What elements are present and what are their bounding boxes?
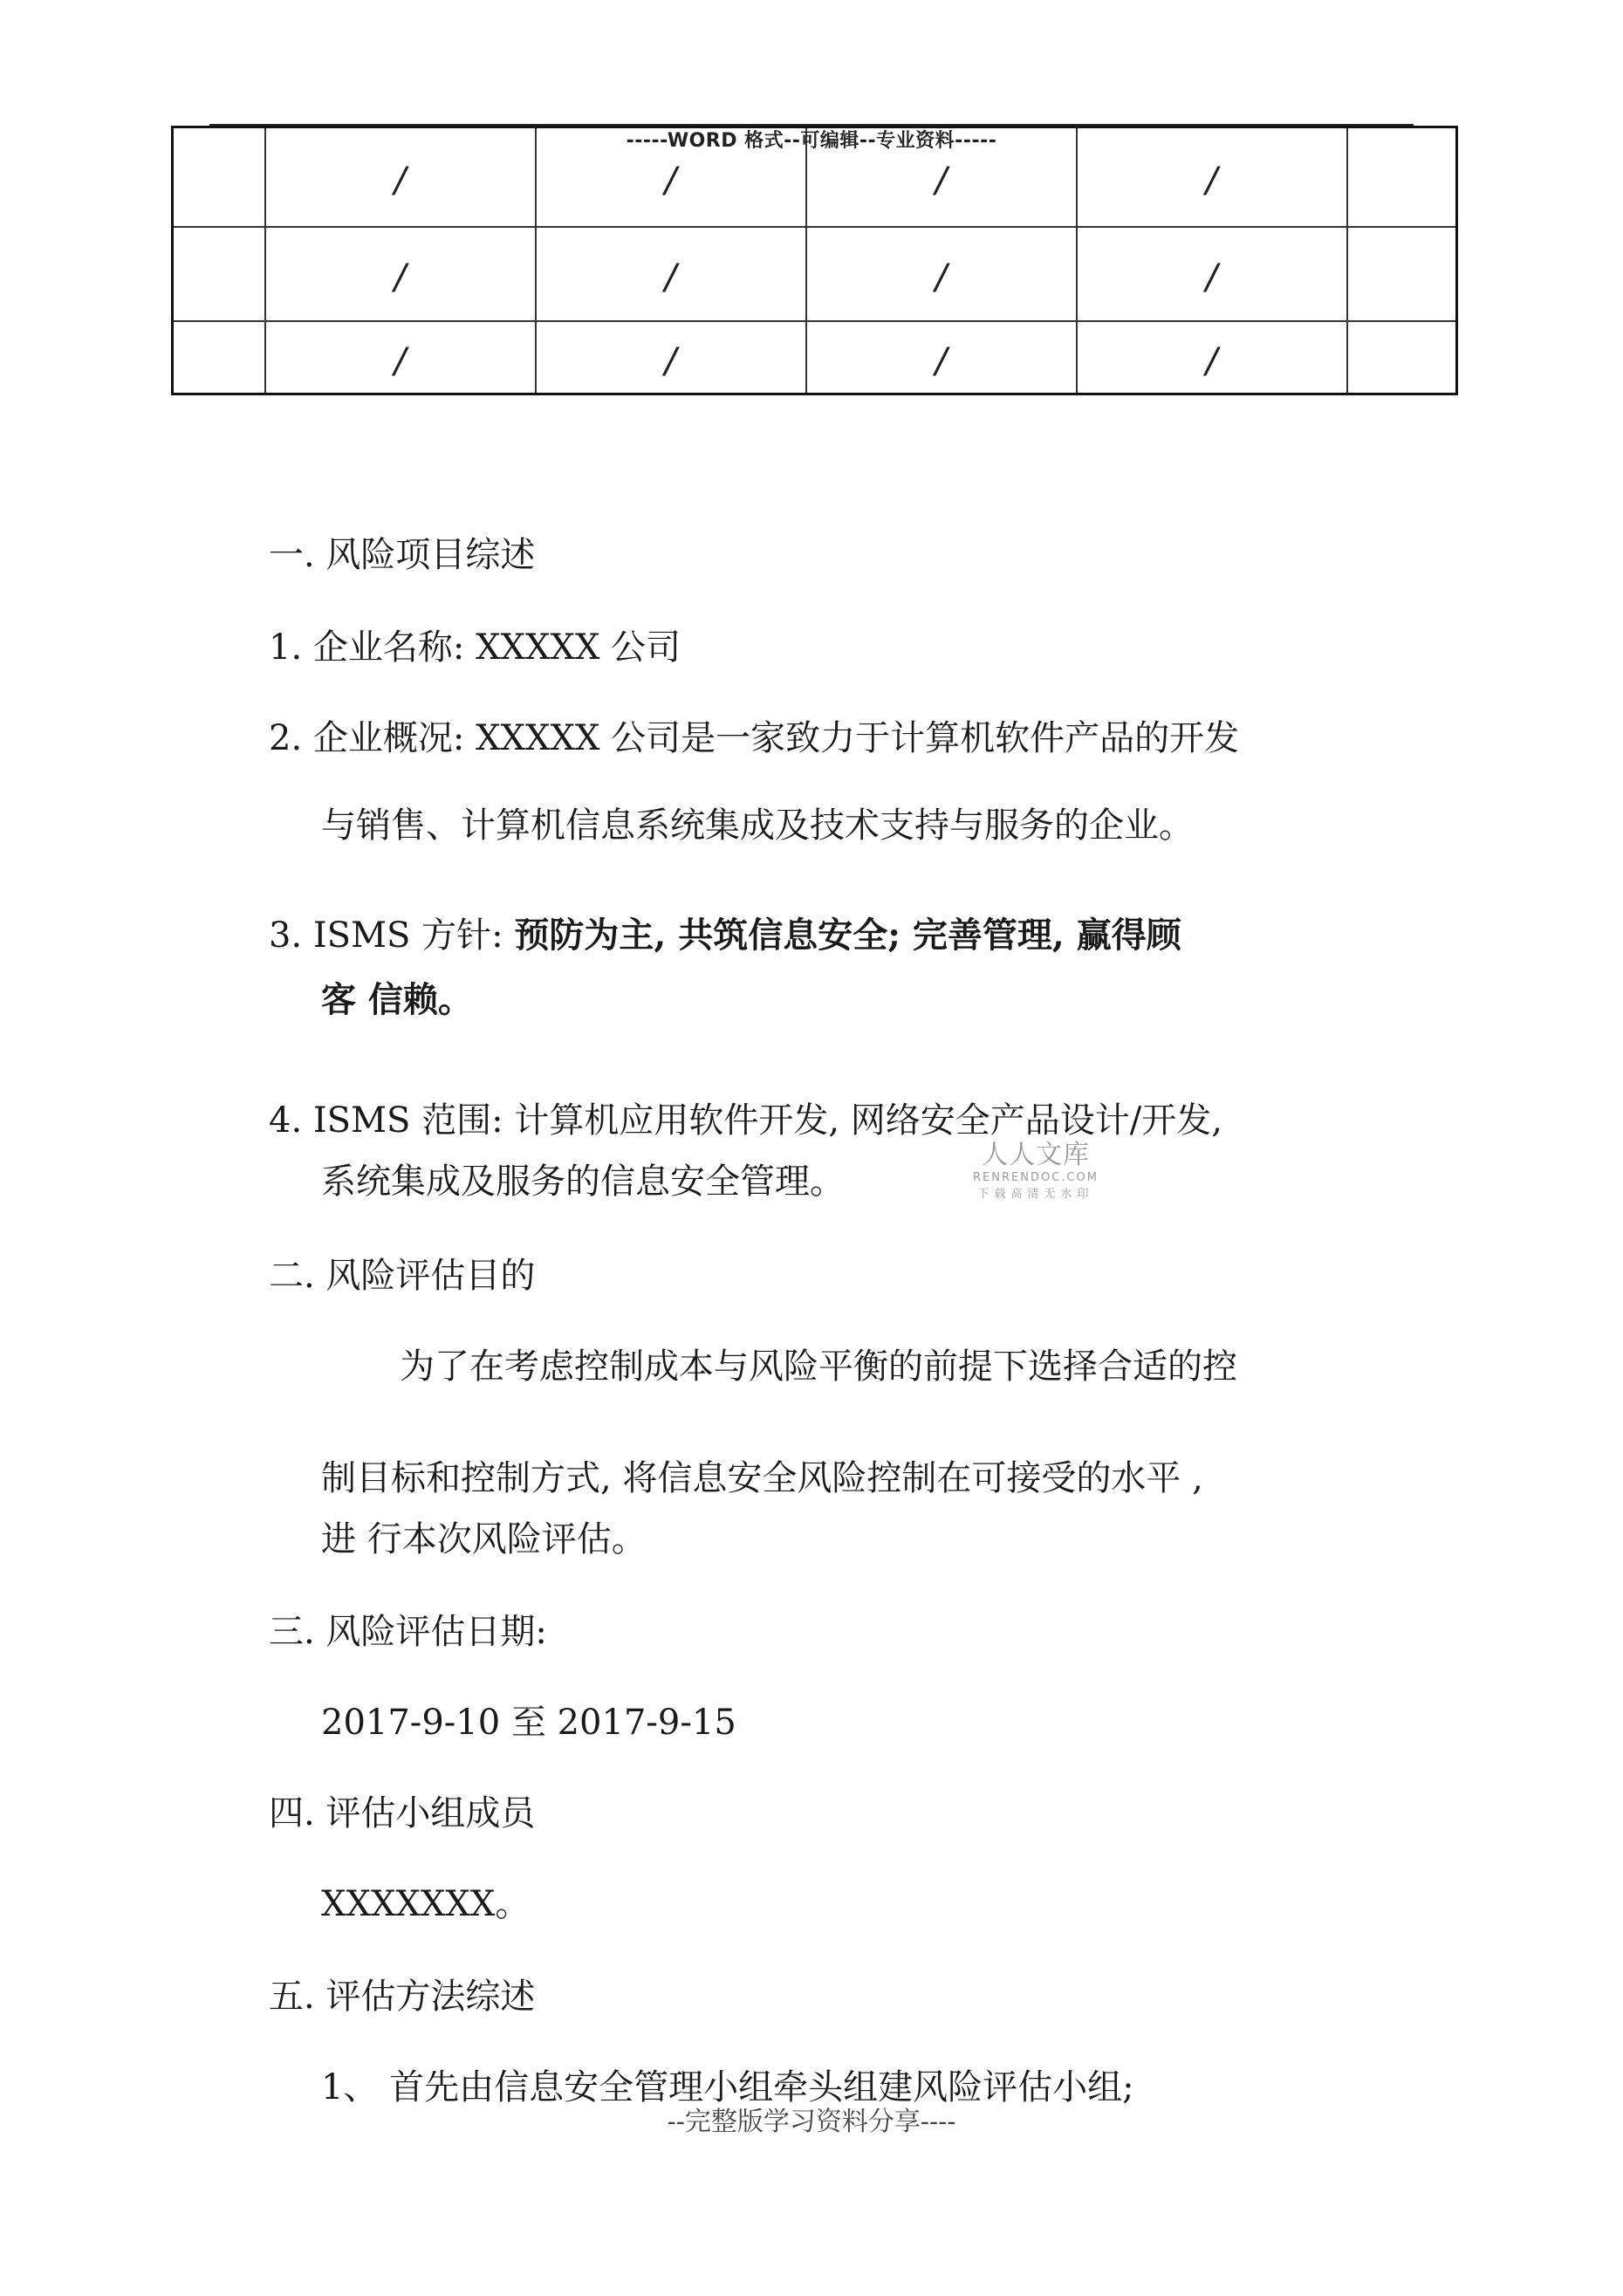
table-cell xyxy=(173,321,265,394)
table-cell xyxy=(1347,227,1457,321)
watermark-domain: RENRENDOC.COM xyxy=(973,1171,1099,1184)
item-policy-line-2: 客 信赖。 xyxy=(321,979,473,1020)
section-heading-5: 五. 评估方法综述 xyxy=(269,1977,536,2017)
watermark-tagline: 下载高清无水印 xyxy=(977,1188,1094,1201)
purpose-line-2: 制目标和控制方式, 将信息安全风险控制在可接受的水平 , xyxy=(321,1458,1203,1498)
item-policy-line-1 xyxy=(269,915,1181,956)
table-cell: / xyxy=(1077,227,1347,321)
purpose-line-1: 为了在考虑控制成本与风险平衡的前提下选择合适的控 xyxy=(400,1347,1237,1387)
table-cell: / xyxy=(265,227,536,321)
table-cell: / xyxy=(536,227,806,321)
policy-text: 预防为主, 共筑信息安全; 完善管理, 赢得顾 xyxy=(514,915,1181,956)
data-table xyxy=(171,126,1458,395)
purpose-line-3: 进 行本次风险评估。 xyxy=(321,1519,647,1559)
item-company-name: 1. 企业名称: XXXXX 公司 xyxy=(269,627,681,668)
item-overview-line-1: 2. 企业概况: XXXXX 公司是一家致力于计算机软件产品的开发 xyxy=(269,718,1240,758)
table-row xyxy=(173,227,1457,321)
section-heading-2: 二. 风险评估目的 xyxy=(269,1256,536,1296)
section-heading-3: 三. 风险评估日期: xyxy=(269,1612,547,1652)
table-cell xyxy=(1347,321,1457,394)
table-cell: / xyxy=(1077,127,1347,227)
section-heading-4: 四. 评估小组成员 xyxy=(269,1793,536,1833)
table-cell: / xyxy=(265,321,536,394)
section-heading-1: 一. 风险项目综述 xyxy=(269,535,536,575)
assessment-dates: 2017-9-10 至 2017-9-15 xyxy=(321,1703,736,1743)
table-cell: / xyxy=(806,127,1077,227)
page-footer: --完整版学习资料分享---- xyxy=(667,2107,956,2137)
policy-label: 3. ISMS 方针: xyxy=(269,915,503,956)
table-cell: / xyxy=(536,321,806,394)
table-cell: / xyxy=(806,321,1077,394)
page-header: -----WORD 格式--可编辑--专业资料----- xyxy=(626,130,997,152)
table-row xyxy=(173,321,1457,394)
table-cell: / xyxy=(1077,321,1347,394)
item-scope-line-2: 系统集成及服务的信息安全管理。 xyxy=(321,1162,845,1202)
table-cell: / xyxy=(536,127,806,227)
watermark-logo xyxy=(973,1133,1099,1201)
team-members: XXXXXXX。 xyxy=(321,1884,531,1924)
item-scope-line-1: 4. ISMS 范围: 计算机应用软件开发, 网络安全产品设计/开发, xyxy=(269,1100,1222,1141)
item-overview-line-2: 与销售、计算机信息系统集成及技术支持与服务的企业。 xyxy=(321,805,1194,846)
table-cell xyxy=(173,227,265,321)
table-cell: / xyxy=(265,127,536,227)
watermark-title: 人人文库 xyxy=(981,1140,1090,1170)
table-cell: / xyxy=(806,227,1077,321)
method-step-1: 1、 首先由信息安全管理小组牵头组建风险评估小组; xyxy=(321,2067,1134,2108)
